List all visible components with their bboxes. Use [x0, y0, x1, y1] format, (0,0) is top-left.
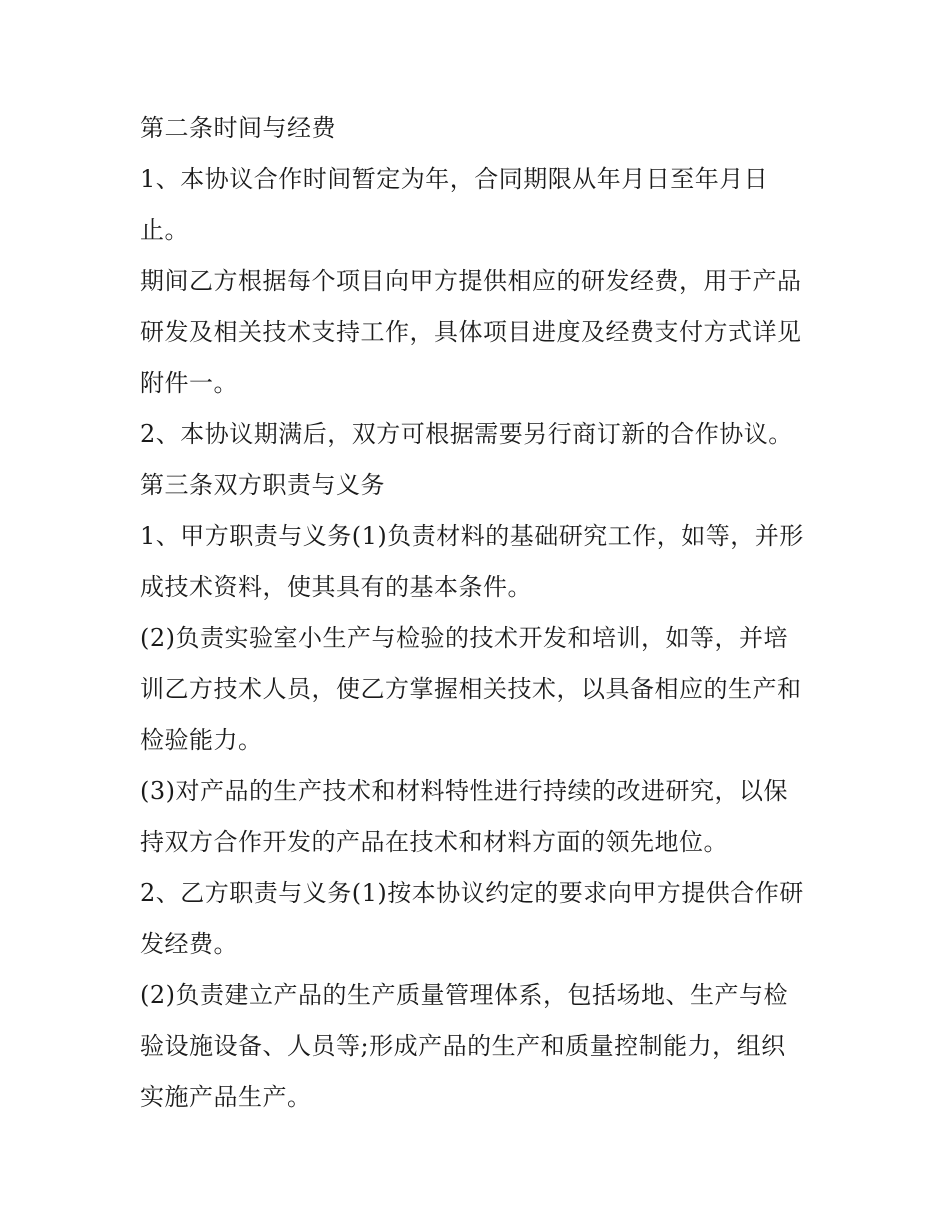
paragraph-line: 实施产品生产。: [140, 1083, 312, 1111]
paragraph-line: (2)负责实验室小生产与检验的技术开发和培训，如等，并培: [140, 624, 788, 652]
paragraph-line: 训乙方技术人员，使乙方掌握相关技术，以具备相应的生产和: [140, 675, 802, 703]
section-heading-duties: 第三条双方职责与义务: [140, 471, 385, 499]
paragraph-line: 止。: [140, 216, 189, 244]
paragraph-line: 2、本协议期满后，双方可根据需要另行商订新的合作协议。: [140, 420, 793, 448]
paragraph-line: (3)对产品的生产技术和材料特性进行持续的改进研究，以保: [140, 777, 788, 805]
paragraph-line: 附件一。: [140, 369, 238, 397]
paragraph-line: 成技术资料，使其具有的基本条件。: [140, 573, 532, 601]
paragraph-line: 1、甲方职责与义务(1)负责材料的基础研究工作，如等，并形: [140, 522, 804, 550]
section-heading-time-and-funding: 第二条时间与经费: [140, 114, 336, 142]
paragraph-line: 验设施设备、人员等;形成产品的生产和质量控制能力，组织: [140, 1032, 786, 1060]
paragraph-line: 检验能力。: [140, 726, 263, 754]
paragraph-line: 研发及相关技术支持工作，具体项目进度及经费支付方式详见: [140, 318, 802, 346]
paragraph-line: 持双方合作开发的产品在技术和材料方面的领先地位。: [140, 828, 728, 856]
document-body: [140, 103, 820, 1123]
paragraph-line: (2)负责建立产品的生产质量管理体系，包括场地、生产与检: [140, 981, 788, 1009]
paragraph-line: 发经费。: [140, 930, 238, 958]
paragraph-line: 2、乙方职责与义务(1)按本协议约定的要求向甲方提供合作研: [140, 879, 804, 907]
paragraph-line: 1、本协议合作时间暂定为年，合同期限从年月日至年月日: [140, 165, 769, 193]
paragraph-line: 期间乙方根据每个项目向甲方提供相应的研发经费，用于产品: [140, 267, 802, 295]
